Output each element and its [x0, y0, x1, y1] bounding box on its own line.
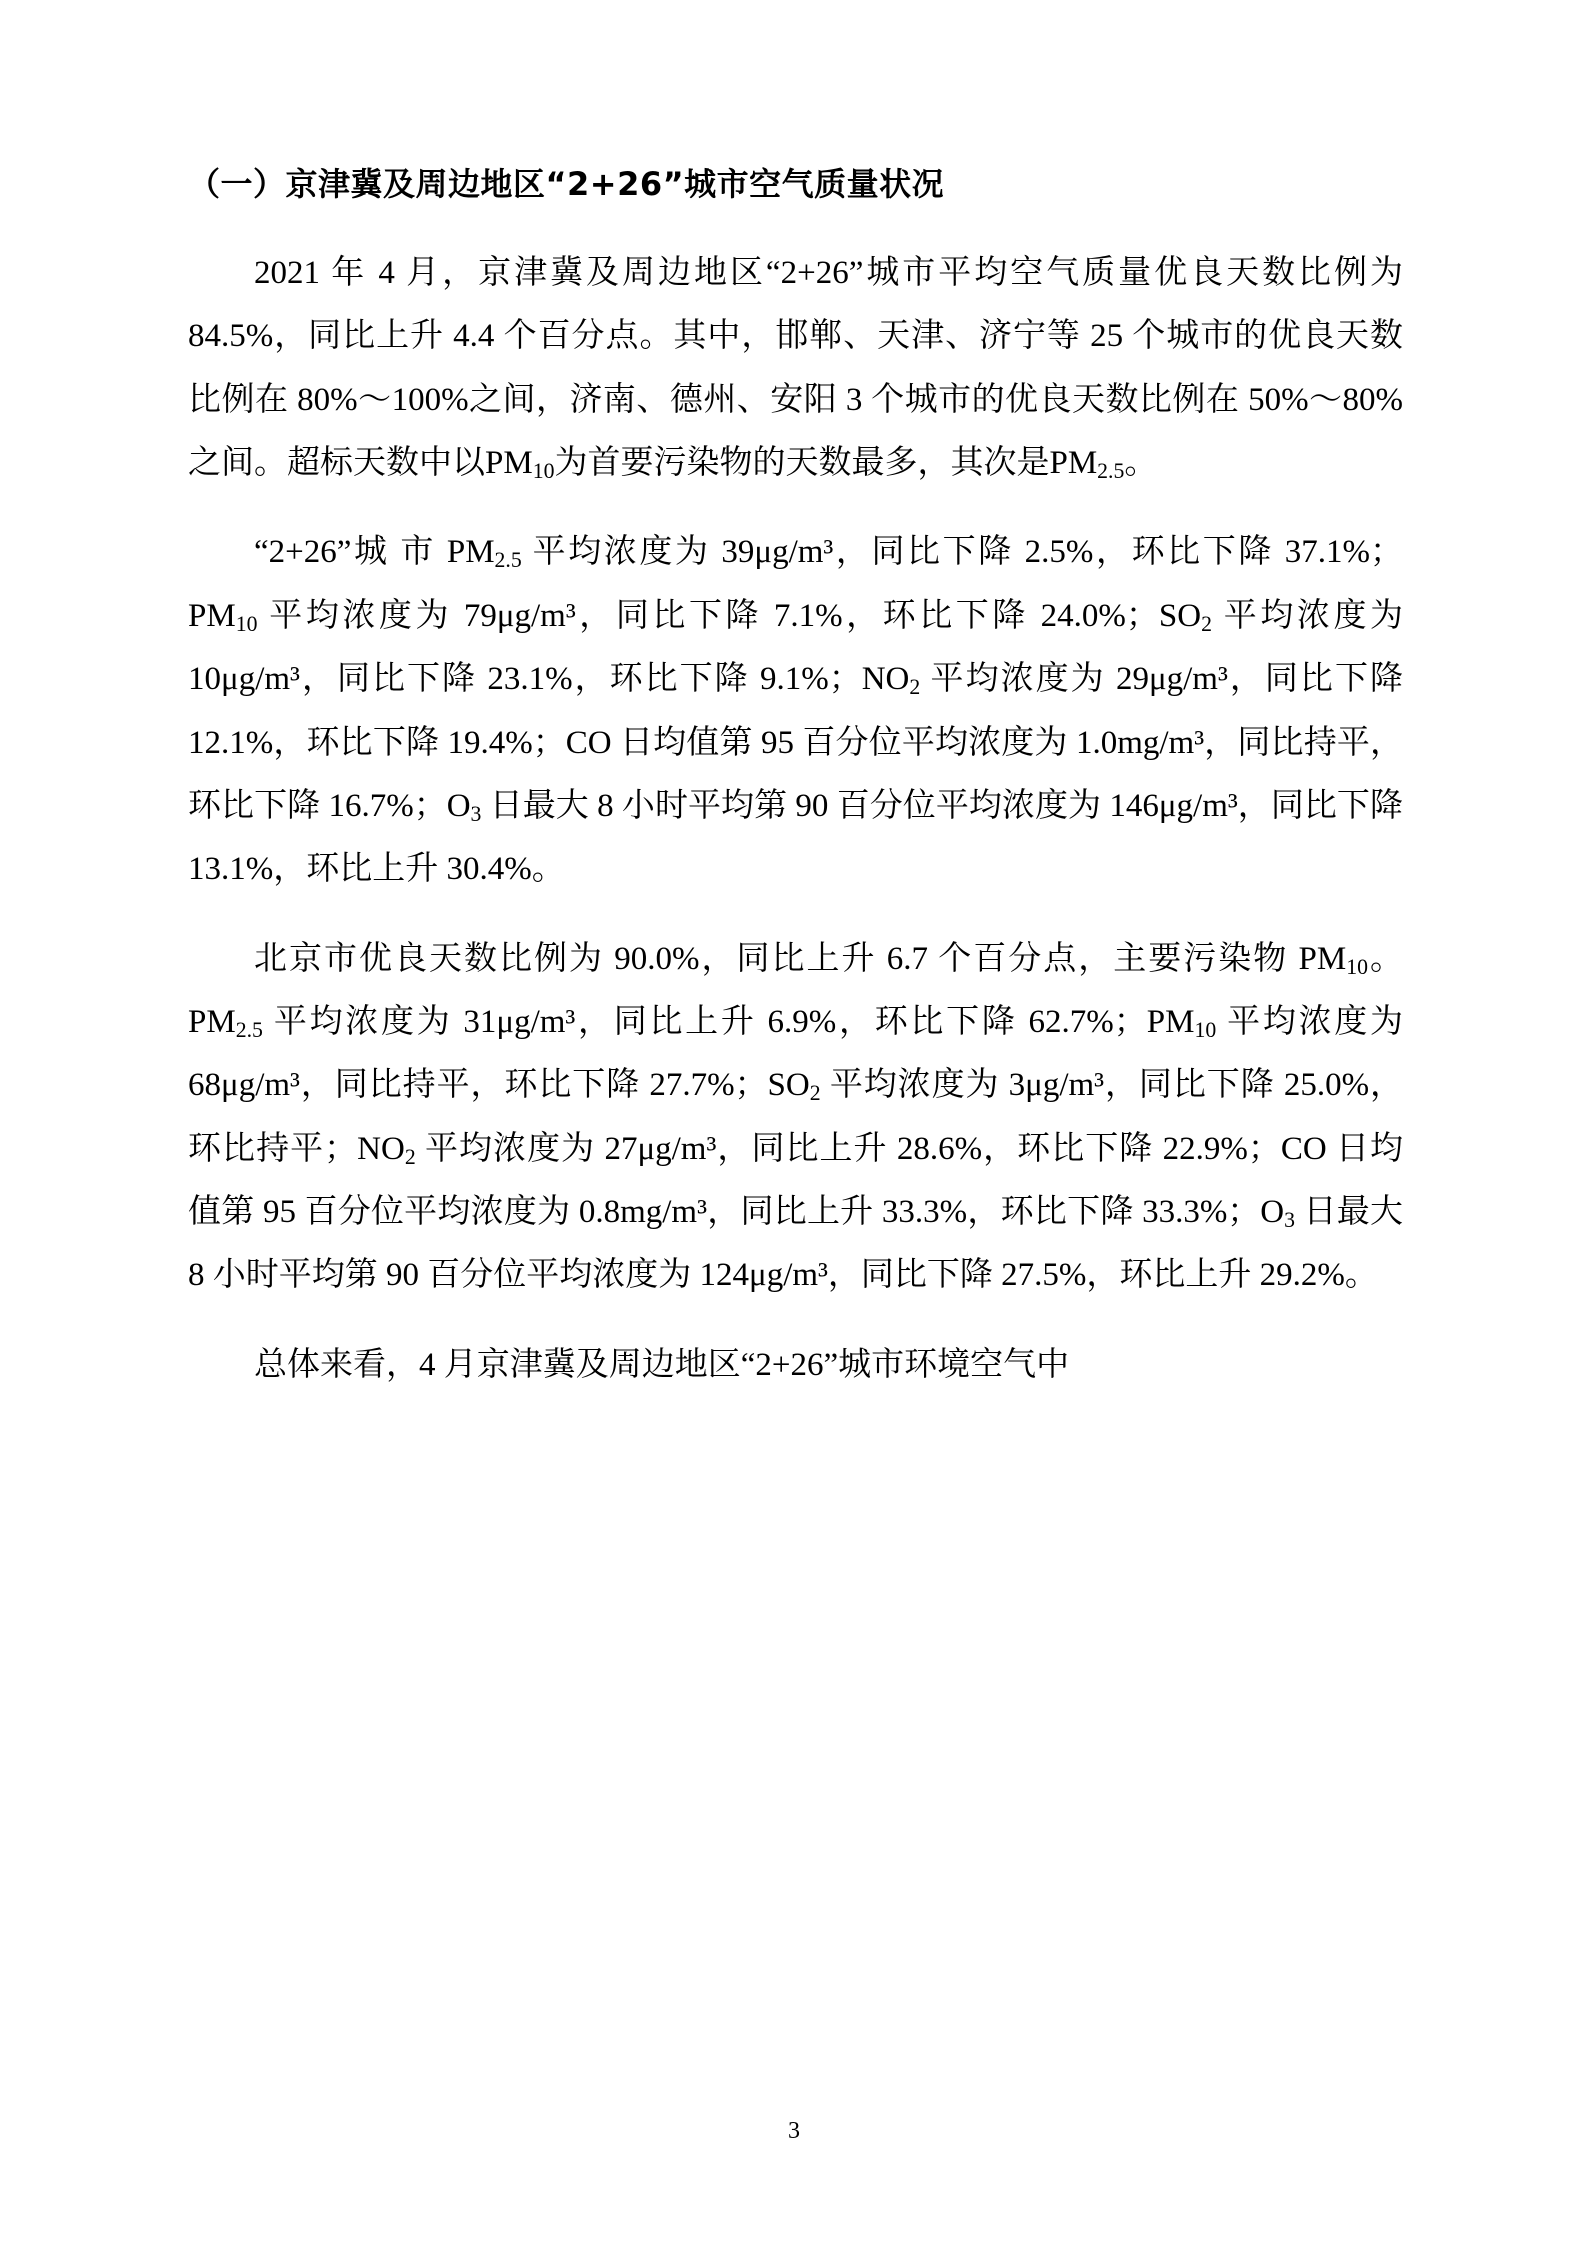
paragraph-1: 2021 年 4 月，京津冀及周边地区“2+26”城市平均空气质量优良天数比例为 84.5%，同比上升 4.4 个百分点。其中，邯郸、天津、济宁等 25 个城市的优良天数比例在 80%～100%之间，济南、德州、安阳 3 个城市的优良天数比例在 50%～80%之间。超标天数中以$PM_{10}$为首要污染物的天数最多，其次是$PM_{2.5}$。: [188, 255, 1403, 483]
paragraph-2: “2+26”城 市 $PM_{2.5}$ 平均浓度为 39μg/m³，同比下降 2.5%，环比下降 37.1%；$PM_{10}$ 平均浓度为 79μg/m³，同比下降 7.1%，环比下降 24.0%；$SO_2$ 平均浓度为 10μg/m³，同比下降 23.1%，环比下降 9.1%；$NO_2$ 平均浓度为 29μg/m³，同比下降 12.1%，环比下降 19.4%；CO 日均值第 95 百分位平均浓度为 1.0mg/m³，同比持平，环比下降 16.7%；$O_3$ 日最大 8 小时平均第 90 百分位平均浓度为 146μg/m³，同比下降 13.1%，环比上升 30.4%。: [188, 534, 1403, 888]
page-number: 3: [788, 2118, 800, 2144]
paragraph-3: 北京市优良天数比例为 90.0%，同比上升 6.7 个百分点，主要污染物 $PM_{10}$。$PM_{2.5}$ 平均浓度为 31μg/m³，同比上升 6.9%，环比下降 62.7%；$PM_{10}$ 平均浓度为 68μg/m³，同比持平，环比下降 27.7%；$SO_2$ 平均浓度为 3μg/m³，同比下降 25.0%，环比持平；$NO_2$ 平均浓度为 27μg/m³，同比上升 28.6%，环比下降 22.9%；CO 日均值第 95 百分位平均浓度为 0.8mg/m³，同比上升 33.3%，环比下降 33.3%；$O_3$ 日最大 8 小时平均第 90 百分位平均浓度为 124μg/m³，同比下降 27.5%，环比上升 29.2%。: [188, 940, 1404, 1294]
paragraph-4: 总体来看，4 月京津冀及周边地区“2+26”城市环境空气中: [254, 1346, 1070, 1383]
section-heading: （一）京津冀及周边地区“2+26”城市空气质量状况: [188, 165, 945, 203]
page-content: [188, 160, 1403, 1397]
